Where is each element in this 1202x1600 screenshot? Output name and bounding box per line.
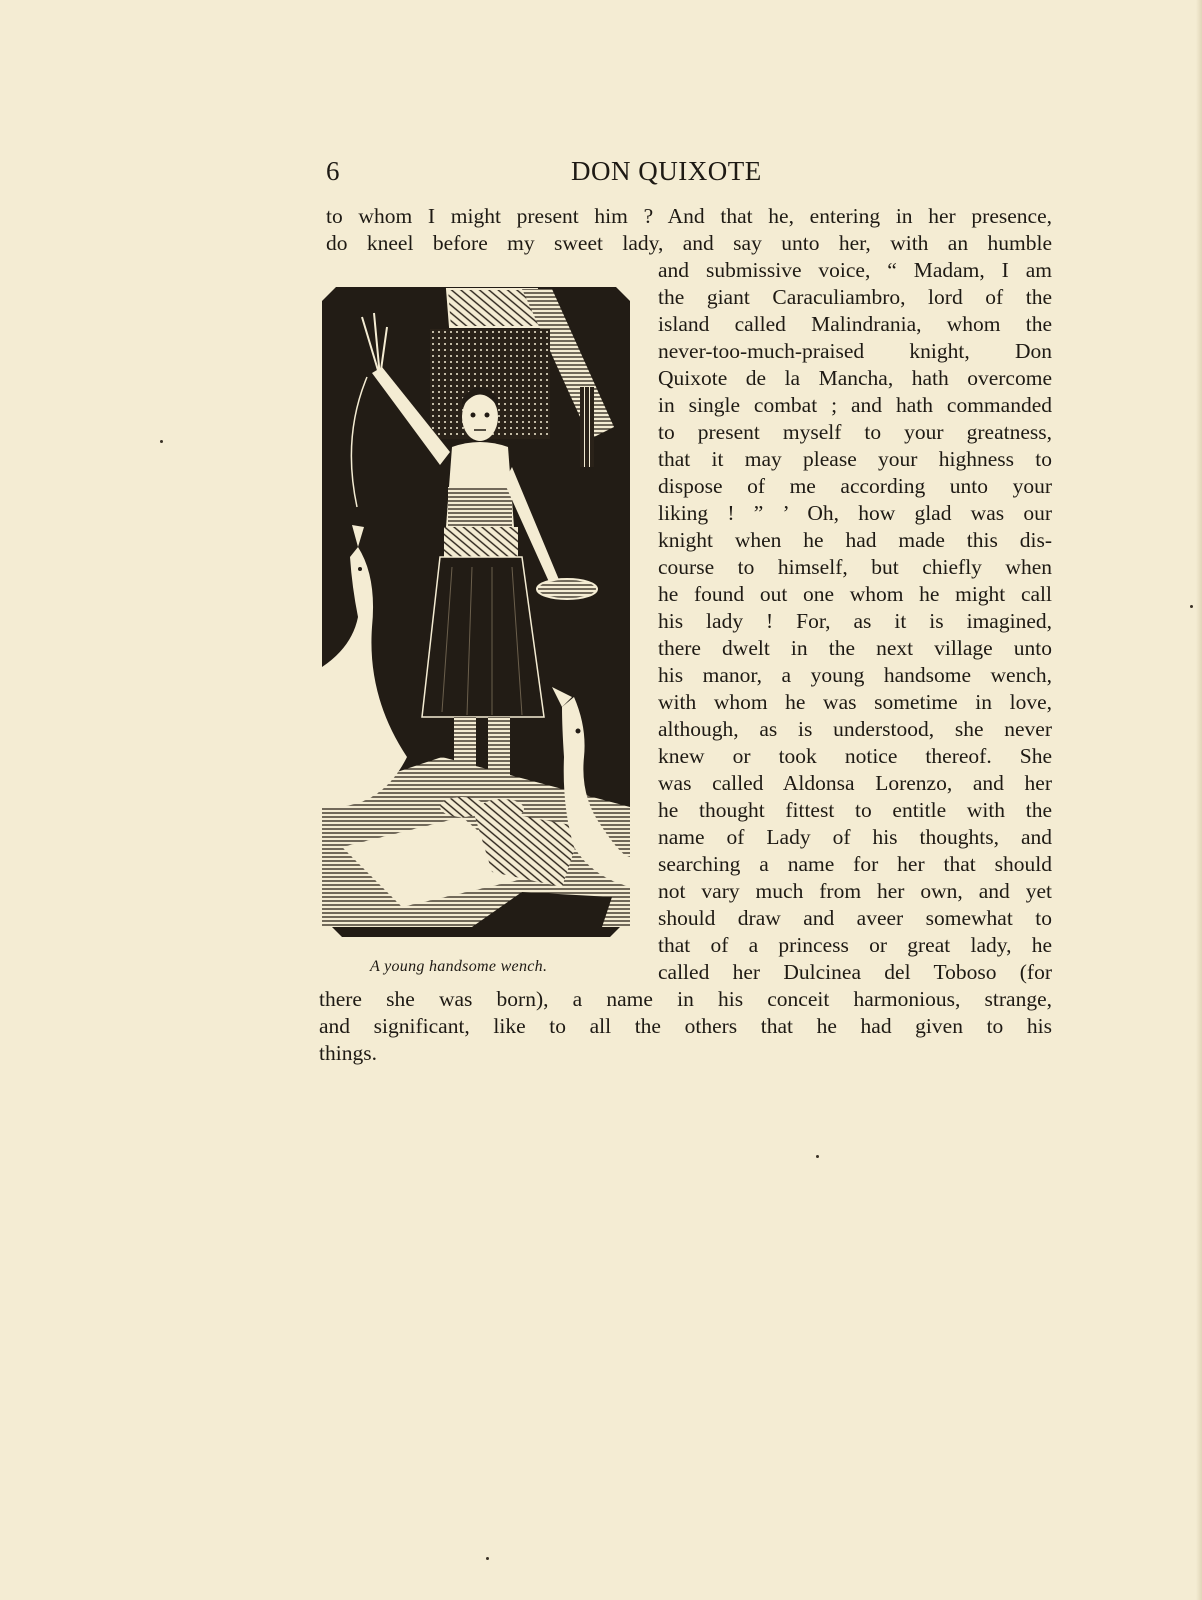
text-line: his lady ! For, as it is imagined,: [658, 609, 1052, 633]
text-line: things.: [319, 1041, 377, 1065]
page-edge-shadow: [1196, 0, 1202, 1600]
text-line: knight when he had made this dis-: [658, 528, 1052, 552]
text-line: in single combat ; and hath commanded: [658, 393, 1052, 417]
text-line: not vary much from her own, and yet: [658, 879, 1052, 903]
text-line: called her Dulcinea del Toboso (for: [658, 960, 1052, 984]
paper-speck: [160, 440, 163, 443]
text-line: course to himself, but chiefly when: [658, 555, 1052, 579]
text-line: searching a name for her that should: [658, 852, 1052, 876]
text-line: with whom he was sometime in love,: [658, 690, 1052, 714]
text-line: he thought fittest to entitle with the: [658, 798, 1052, 822]
text-line: although, as is understood, she never: [658, 717, 1052, 741]
paper-speck: [486, 1557, 489, 1560]
paper-speck: [1190, 605, 1193, 608]
text-line: that of a princess or great lady, he: [658, 933, 1052, 957]
text-line: do kneel before my sweet lady, and say unto her, with an humble: [326, 231, 1052, 255]
text-line: and submissive voice, “ Madam, I am: [658, 258, 1052, 282]
text-line: dispose of me according unto your: [658, 474, 1052, 498]
text-line: the giant Caraculiambro, lord of the: [658, 285, 1052, 309]
woodcut-illustration: [322, 287, 630, 951]
text-line: that it may please your highness to: [658, 447, 1052, 471]
text-line: liking ! ” ’ Oh, how glad was our: [658, 501, 1052, 525]
text-line: name of Lady of his thoughts, and: [658, 825, 1052, 849]
text-line: island called Malindrania, whom the: [658, 312, 1052, 336]
text-line: was called Aldonsa Lorenzo, and her: [658, 771, 1052, 795]
running-head-title: DON QUIXOTE: [571, 156, 762, 186]
text-line: his manor, a young handsome wench,: [658, 663, 1052, 687]
text-line: he found out one whom he might call: [658, 582, 1052, 606]
text-line: never-too-much-praised knight, Don: [658, 339, 1052, 363]
page-number: 6: [326, 156, 340, 186]
text-line: Quixote de la Mancha, hath overcome: [658, 366, 1052, 390]
paper-speck: [816, 1155, 819, 1158]
text-line: to present myself to your greatness,: [658, 420, 1052, 444]
figure-caption: A young handsome wench.: [370, 958, 548, 975]
text-line: should draw and aveer somewhat to: [658, 906, 1052, 930]
text-line: to whom I might present him ? And that he, entering in her presence,: [326, 204, 1052, 228]
text-line: knew or took notice thereof. She: [658, 744, 1052, 768]
text-line: there dwelt in the next village unto: [658, 636, 1052, 660]
text-line: there she was born), a name in his conceit harmonious, strange,: [319, 987, 1052, 1011]
text-line: and significant, like to all the others that he had given to his: [319, 1014, 1052, 1038]
